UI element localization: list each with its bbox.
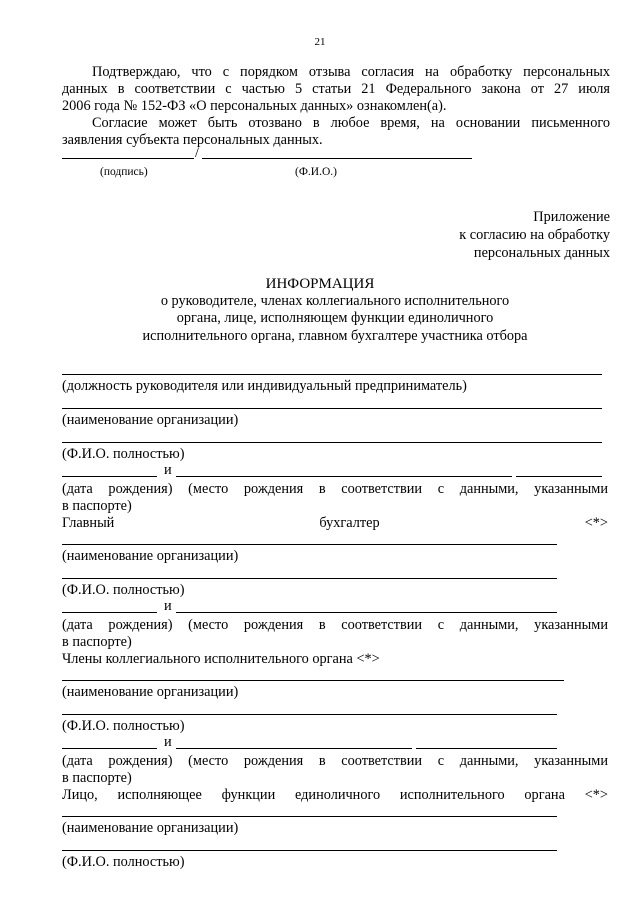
collegial-birthdate-line — [62, 748, 157, 749]
chief-asterisk: <*> — [584, 515, 608, 531]
subtitle-line-2: органа, лице, исполняющем функции единоличного — [176, 310, 494, 326]
appendix-line-3: персональных данных — [473, 245, 610, 261]
head-fio-label: (Ф.И.О. полностью) — [62, 446, 185, 462]
head-birth-label-1: (дата рождения) (место рождения в соответствии с данными, указанными — [62, 481, 608, 497]
consent-line-3: 2006 года № 152-ФЗ «О персональных данных» ознакомлен(а). — [62, 98, 447, 114]
collegial-birth-label-1: (дата рождения) (место рождения в соответствии с данными, указанными — [62, 753, 608, 769]
chief-word-2: бухгалтер — [319, 515, 380, 531]
appendix-line-2: к согласию на обработку — [459, 227, 610, 243]
chief-birthplace-line — [176, 612, 557, 613]
collegial-fio-label: (Ф.И.О. полностью) — [62, 718, 185, 734]
head-fio-line — [62, 442, 602, 443]
sole-word-4: единоличного — [295, 787, 381, 803]
chief-birth-label-2: в паспорте) — [62, 634, 132, 650]
fio-label: (Ф.И.О.) — [295, 166, 337, 178]
sign-label: (подпись) — [100, 166, 148, 178]
collegial-fio-line — [62, 714, 557, 715]
chief-and: и — [164, 598, 172, 614]
head-birthplace-line — [176, 476, 512, 477]
chief-org-line — [62, 544, 557, 545]
signature-line — [62, 158, 194, 159]
chief-accountant-row — [62, 515, 608, 532]
collegial-birth-label-2: в паспорте) — [62, 770, 132, 786]
chief-fio-line — [62, 578, 557, 579]
consent-line-1: Подтверждаю, что с порядком отзыва согласия на обработку персональных — [92, 64, 610, 80]
chief-org-label: (наименование организации) — [62, 548, 239, 564]
collegial-org-label: (наименование организации) — [62, 684, 239, 700]
sole-word-5: исполнительного — [399, 787, 505, 803]
sole-executive-row — [62, 787, 608, 804]
sole-org-label: (наименование организации) — [62, 820, 239, 836]
chief-birthdate-line — [62, 612, 157, 613]
collegial-birthplace-line-end — [416, 748, 557, 749]
sole-word-2: исполняющее — [117, 787, 202, 803]
page-number: 21 — [314, 36, 326, 48]
subtitle-line-1: о руководителе, членах коллегиального исполнительного — [160, 293, 510, 309]
collegial-org-line — [62, 680, 564, 681]
head-birthdate-line — [62, 476, 157, 477]
sole-word-1: Лицо, — [62, 787, 98, 803]
fio-line — [202, 158, 472, 159]
sole-word-7: <*> — [584, 787, 608, 803]
consent-line-4: Согласие может быть отозвано в любое время, на основании письменного — [92, 115, 610, 131]
collegial-members-heading: Члены коллегиального исполнительного органа <*> — [62, 651, 380, 667]
collegial-birthplace-line — [176, 748, 412, 749]
document-title: ИНФОРМАЦИЯ — [265, 276, 375, 292]
head-position-line — [62, 374, 602, 375]
head-and: и — [164, 462, 172, 478]
sole-org-line — [62, 816, 557, 817]
chief-word-1: Главный — [62, 515, 115, 531]
consent-line-5: заявления субъекта персональных данных. — [62, 132, 323, 148]
sole-fio-line — [62, 850, 557, 851]
subtitle-line-3: исполнительного органа, главном бухгалтере участника отбора — [142, 328, 528, 344]
head-birth-label-2: в паспорте) — [62, 498, 132, 514]
head-position-label: (должность руководителя или индивидуальный предприниматель) — [62, 378, 467, 394]
sole-word-6: органа — [524, 787, 565, 803]
sole-fio-label: (Ф.И.О. полностью) — [62, 854, 185, 870]
head-org-label: (наименование организации) — [62, 412, 239, 428]
appendix-line-1: Приложение — [533, 209, 610, 225]
head-birthplace-line-end — [516, 476, 602, 477]
signature-slash: / — [195, 145, 199, 161]
sole-word-3: функции — [221, 787, 276, 803]
consent-line-2: данных в соответствии с частью 5 статьи 21 Федерального закона от 27 июля — [62, 81, 610, 97]
collegial-and: и — [164, 734, 172, 750]
chief-fio-label: (Ф.И.О. полностью) — [62, 582, 185, 598]
chief-birth-label-1: (дата рождения) (место рождения в соответствии с данными, указанными — [62, 617, 608, 633]
head-org-line — [62, 408, 602, 409]
